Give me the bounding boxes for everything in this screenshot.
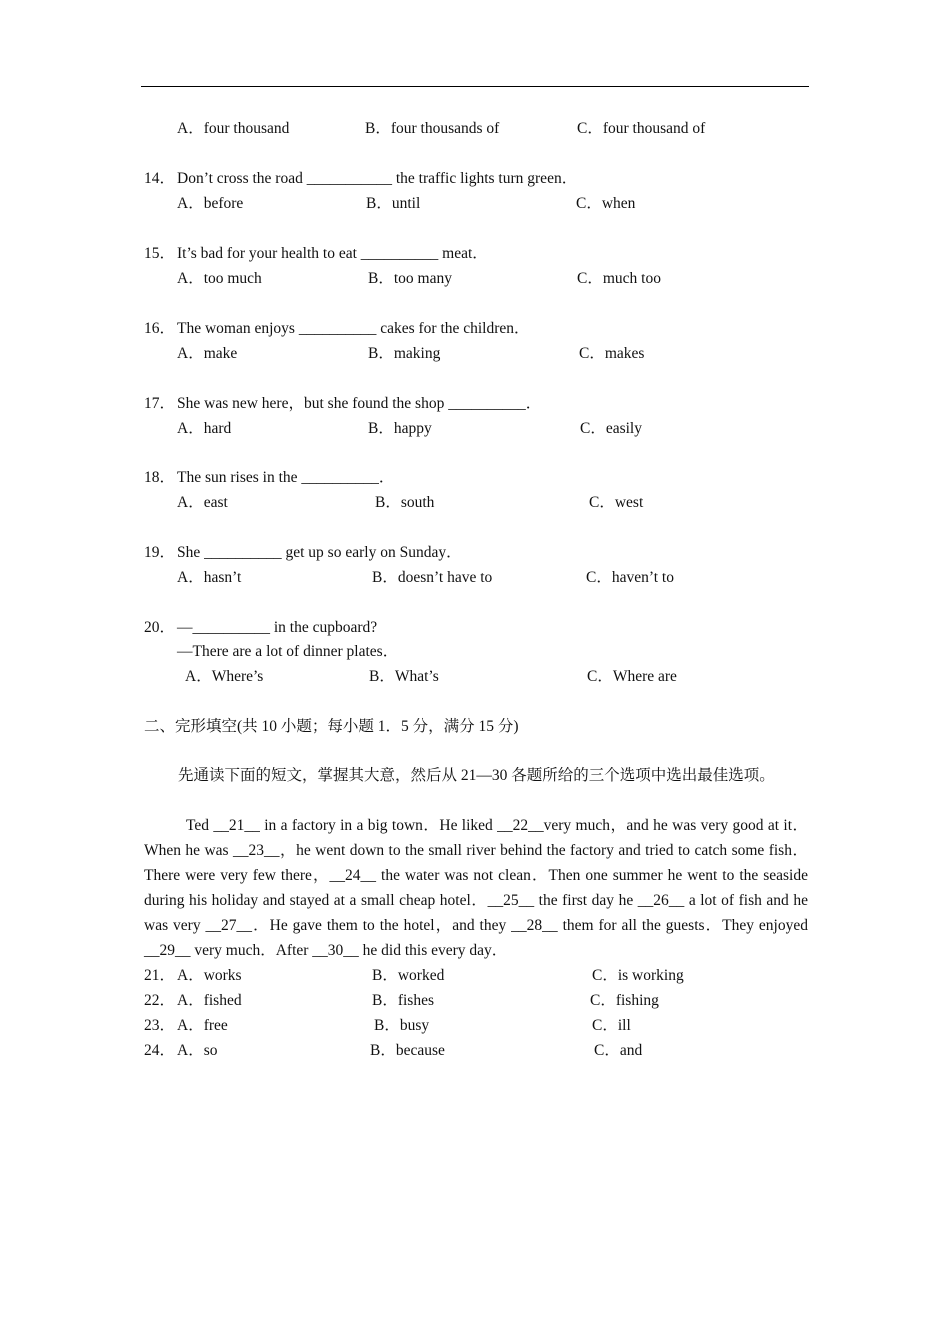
question-stem: —__________ in the cupboard? — [177, 619, 378, 636]
option-a: A．make — [177, 345, 238, 362]
question-stem: She __________ get up so early on Sunday． — [177, 544, 462, 561]
option-c: C．ill — [592, 1017, 631, 1034]
option-a: A．too much — [177, 270, 262, 287]
option-b: B．south — [375, 494, 435, 511]
option-b: B．until — [366, 195, 421, 212]
question-number: 16． — [144, 320, 176, 337]
option-b: B．four thousands of — [365, 120, 500, 137]
option-b: B．happy — [368, 420, 432, 437]
option-c: C．Where are — [587, 668, 677, 685]
option-a: A．before — [177, 195, 244, 212]
option-c: C．much too — [577, 270, 661, 287]
question-number: 22． — [144, 992, 176, 1009]
option-b: B．busy — [374, 1017, 430, 1034]
question-stem: Don’t cross the road ___________ the traffic lights turn green． — [177, 170, 578, 187]
option-b: B．worked — [372, 967, 445, 984]
option-c: C．makes — [579, 345, 645, 362]
option-c: C．is working — [592, 967, 684, 984]
option-c: C．haven’t to — [586, 569, 674, 586]
option-a: A．fished — [177, 992, 242, 1009]
option-a: A．four thousand — [177, 120, 290, 137]
option-b: B．too many — [368, 270, 452, 287]
question-number: 20． — [144, 619, 176, 636]
question-number: 18． — [144, 469, 176, 486]
question-number: 17． — [144, 395, 176, 412]
question-number: 24． — [144, 1042, 176, 1059]
option-a: A．Where’s — [185, 668, 264, 685]
option-c: C．easily — [580, 420, 642, 437]
section-instruction: 先通读下面的短文，掌握其大意，然后从 21—30 各题所给的三个选项中选出最佳选项。 — [178, 767, 775, 784]
header-rule — [141, 86, 809, 87]
question-stem: The sun rises in the __________． — [177, 469, 395, 486]
option-a: A．hasn’t — [177, 569, 242, 586]
question-stem: It’s bad for your health to eat __________ meat． — [177, 245, 488, 262]
option-b: B．doesn’t have to — [372, 569, 493, 586]
section-heading: 二、完形填空(共 10 小题；每小题 1．5 分，满分 15 分) — [144, 718, 519, 735]
option-a: A．works — [177, 967, 242, 984]
option-a: A．free — [177, 1017, 228, 1034]
option-c: C．four thousand of — [577, 120, 706, 137]
cloze-passage: Ted __21__ in a factory in a big town．He liked __22__very much，and he was very good at it．When he was __23__，he went down to the small river behind the factory and tried to catch some fish．There were very few there，__24__ the water was not clean．Then one summer he went to the seaside during his holiday and stayed at a small cheap hotel．__25__ the first day he __26__ a lot of fish and he was very __27__．He gave them to the hotel，and they __28__ them for all the guests．They enjoyed __29__ very much．After __30__ he did this every day． — [144, 817, 808, 959]
option-b: B．fishes — [372, 992, 435, 1009]
question-number: 21． — [144, 967, 176, 984]
question-stem: The woman enjoys __________ cakes for the children． — [177, 320, 530, 337]
option-c: C．when — [576, 195, 636, 212]
question-number: 14． — [144, 170, 176, 187]
question-stem: She was new here，but she found the shop __________． — [177, 395, 542, 412]
question-number: 19． — [144, 544, 176, 561]
question-number: 23． — [144, 1017, 176, 1034]
option-c: C．and — [594, 1042, 643, 1059]
option-b: B．What’s — [369, 668, 439, 685]
option-c: C．west — [589, 494, 644, 511]
option-a: A．east — [177, 494, 228, 511]
option-c: C．fishing — [590, 992, 659, 1009]
option-b: B．because — [370, 1042, 445, 1059]
option-a: A．so — [177, 1042, 218, 1059]
option-b: B．making — [368, 345, 441, 362]
question-stem-reply: —There are a lot of dinner plates． — [177, 643, 399, 660]
option-a: A．hard — [177, 420, 232, 437]
question-number: 15． — [144, 245, 176, 262]
